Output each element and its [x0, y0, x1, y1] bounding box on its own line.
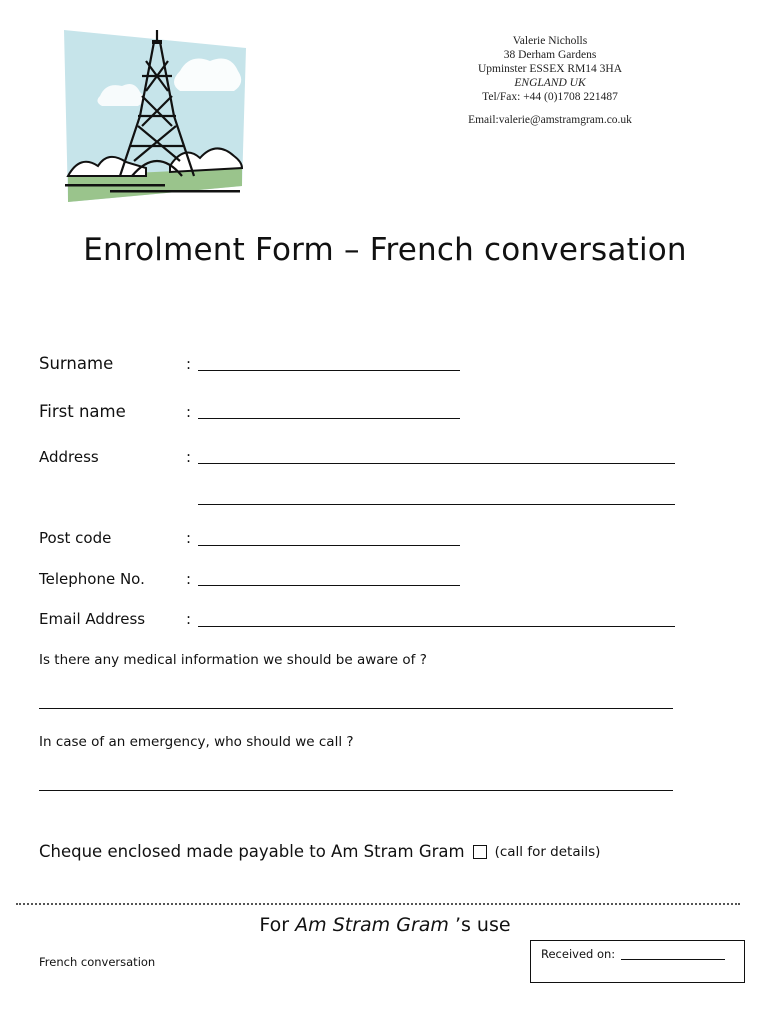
- address-colon: :: [186, 448, 192, 466]
- medical-answer-field[interactable]: [39, 708, 673, 709]
- surname-label: Surname: [39, 354, 114, 373]
- telephone-colon: :: [186, 570, 192, 588]
- post-code-colon: :: [186, 529, 192, 547]
- eiffel-tower-logo: [60, 26, 250, 206]
- received-on-label: Received on:: [541, 947, 616, 961]
- surname-colon: :: [186, 355, 192, 373]
- contact-telfax: Tel/Fax: +44 (0)1708 221487: [482, 91, 618, 103]
- emergency-question: In case of an emergency, who should we call ?: [39, 734, 354, 750]
- course-name: French conversation: [39, 955, 156, 969]
- email-field[interactable]: [198, 626, 675, 627]
- cheque-checkbox[interactable]: [473, 845, 487, 859]
- post-code-field[interactable]: [198, 545, 460, 546]
- office-use-heading: [0, 914, 770, 936]
- cheque-note: (call for details): [494, 843, 601, 860]
- received-on-field[interactable]: [621, 959, 725, 960]
- cheque-row: [39, 842, 600, 861]
- telephone-label: Telephone No.: [39, 570, 145, 588]
- contact-name: Valerie Nicholls: [512, 35, 588, 47]
- contact-country: ENGLAND UK: [514, 77, 586, 89]
- first-name-colon: :: [186, 403, 192, 421]
- contact-town: Upminster ESSEX RM14 3HA: [477, 63, 623, 75]
- office-org-name: Am Stram Gram: [295, 914, 449, 936]
- medical-question: Is there any medical information we should be aware of ?: [39, 652, 427, 668]
- office-prefix: For: [259, 914, 296, 936]
- post-code-label: Post code: [39, 529, 112, 547]
- office-suffix: ’s use: [448, 914, 511, 936]
- eiffel-tower-icon: [60, 26, 250, 206]
- first-name-label: First name: [39, 402, 126, 421]
- cheque-label: Cheque enclosed made payable to Am Stram Gram: [39, 842, 465, 861]
- telephone-field[interactable]: [198, 585, 460, 586]
- first-name-field[interactable]: [198, 418, 460, 419]
- emergency-answer-field[interactable]: [39, 790, 673, 791]
- address-field-line-1[interactable]: [198, 463, 675, 464]
- email-label: Email Address: [39, 610, 146, 628]
- received-on-box: [530, 940, 745, 983]
- contact-email: Email:valerie@amstramgram.co.uk: [468, 114, 632, 126]
- address-label: Address: [39, 448, 99, 466]
- contact-block: [440, 34, 660, 127]
- address-field-line-2[interactable]: [198, 504, 675, 505]
- contact-street: 38 Derham Gardens: [503, 49, 597, 61]
- page-title: Enrolment Form – French conversation: [83, 232, 687, 268]
- office-separator: [16, 903, 740, 905]
- email-colon: :: [186, 610, 192, 628]
- surname-field[interactable]: [198, 370, 460, 371]
